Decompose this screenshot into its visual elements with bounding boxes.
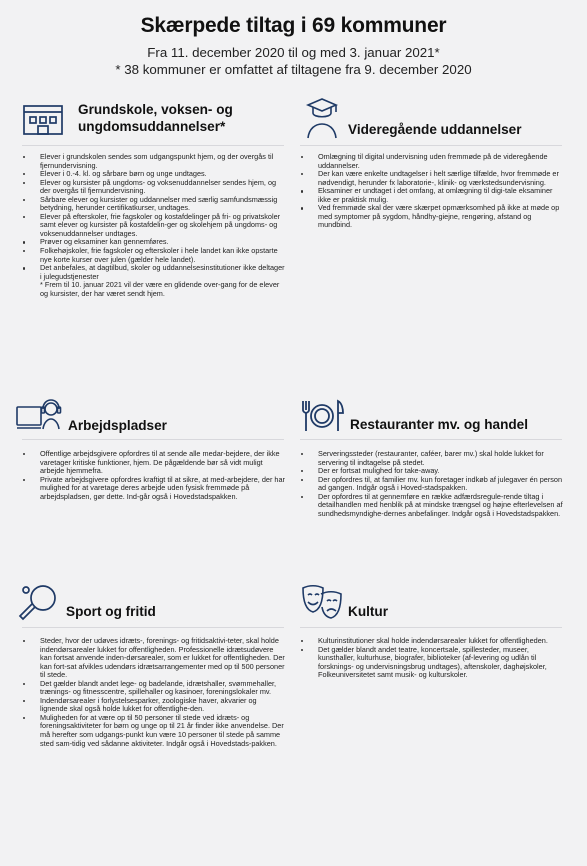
date-range: Fra 11. december 2020 til og med 3. januar 2021* xyxy=(147,45,440,60)
section-title: Videregående uddannelser xyxy=(348,122,522,137)
list-item: Det gælder blandt andet teatre, koncertsale, spillesteder, museer, kunsthaller, kulturhuse, biografer, biblioteker (af-levering og udlån til forsknings- og undervisningsbrug undtages), aftenskoler, daghøjskoler, Folkeuniversitetet samt musik- og kulturskoler. xyxy=(296,646,564,680)
graduate-person-icon xyxy=(300,96,344,140)
sport-list xyxy=(18,637,286,748)
list-item: Der opfordres til at gennemføre en række adfærdsregule-rende tiltag i detailhandlen med henblik på at mindske trængsel og højne efterlevelsen af sundhedsmyndighe-dernes anbefalinger. Indgår også i Hovedstadspakken. xyxy=(296,493,564,519)
section-title: Arbejdspladser xyxy=(68,418,167,433)
kultur-list xyxy=(296,637,564,680)
videregaaende-list xyxy=(296,153,564,230)
theatre-masks-icon xyxy=(300,582,344,626)
list-item: Eksaminer er undtaget i det omfang, at omlægning til digi-tale eksaminer ikke er praktisk mulig. xyxy=(296,187,564,204)
list-item: Private arbejdsgivere opfordres kraftigt til at sikre, at med-arbejdere, der har mulighed for at varetage deres arbejde uden fysisk fremmøde på arbejdspladsen, gør dette. Ind-går også i Hovedstadspakken. xyxy=(18,476,286,502)
list-item: Omlægning til digital undervisning uden fremmøde på de videregående uddannelser. xyxy=(296,153,564,170)
list-item: Elever i 0.-4. kl. og sårbare børn og unge undtages. xyxy=(18,170,286,179)
list-item: Elever på efterskoler, frie fagskoler og kostafdelinger på fri- og privatskoler samt elever og kursister på kostafdelin-ger og skolehjem på ungdoms- og voksenuddannelser undtages. xyxy=(18,213,286,239)
list-item: Steder, hvor der udøves idræts-, forenings- og fritidsaktivi-teter, skal holde indendørsarealer lukket for offentligheden. Professionelle idrætsudøvere kan fortsat anvende inden-dørsarealer, som er lukket for offentligheden. Der kan fort-sat afvikles udendørs idrætsarrangementer med op til 500 personer til stede. xyxy=(18,637,286,680)
list-item: Der kan være enkelte undtagelser i helt særlige tilfælde, hvor fremmøde er nødvendigt, herunder fx laboratorie-, klinik- og værkstedsundervisning. xyxy=(296,170,564,187)
section-divider xyxy=(22,627,284,628)
plate-cutlery-icon xyxy=(300,398,344,442)
list-item: Der er fortsat mulighed for take-away. xyxy=(296,467,564,476)
headset-worker-icon xyxy=(16,395,60,439)
grundskole-list xyxy=(18,153,286,298)
date-footnote: * 38 kommuner er omfattet af tiltagene fra 9. december 2020 xyxy=(115,62,472,77)
section-title: Kultur xyxy=(348,604,389,619)
list-item: Det gælder blandt andet lege- og badelande, idrætshaller, svømmehaller, trænings- og fitnesscentre, spillehaller og kasinoer, foreningslokaler mv. xyxy=(18,680,286,697)
school-building-icon xyxy=(22,98,66,142)
section-title: Restauranter mv. og handel xyxy=(350,417,529,432)
section-title: Sport og fritid xyxy=(66,604,156,619)
list-item: Ved fremmøde skal der være skærpet opmærksomhed på ikke at møde op med symptomer på sygdom, håndhy-giejne, rengøring, afstand og mundbind. xyxy=(296,204,564,230)
section-divider xyxy=(22,439,284,440)
section-title-line1: Grundskole, voksen- og xyxy=(78,102,233,117)
list-item: Serveringssteder (restauranter, caféer, barer mv.) skal holde lukket for servering til indtagelse på stedet. xyxy=(296,450,564,467)
list-item: Elever og kursister på ungdoms- og voksenuddannelser sendes hjem, og der overgås til fjernundervisning. xyxy=(18,179,286,196)
restauranter-list xyxy=(296,450,564,518)
list-item: Muligheden for at være op til 50 personer til stede ved idræts- og foreningsaktiviteter for børn og unge op til 21 år finder ikke anvendelse. Der må herefter som udgangs-punkt kun være 10 personer til stede på samme sted sam-tidig ved sådanne aktiviteter. Indgår også i Hovedstads-pakken. xyxy=(18,714,286,748)
section-divider xyxy=(300,145,562,146)
list-item: Indendørsarealer i forlystelsesparker, zoologiske haver, akvarier og lignende skal også holde lukket for offentlighe-den. xyxy=(18,697,286,714)
list-item: Sårbare elever og kursister og uddannelser med særlig samfundsmæssig betydning, herunder certifikatkurser, undtages. xyxy=(18,196,286,213)
page-title: Skærpede tiltag i 69 kommuner xyxy=(140,14,447,37)
list-item: Det anbefales, at dagtilbud, skoler og uddannelsesinstitutioner ikke deltager i julegudstjenester xyxy=(18,264,286,281)
table-tennis-icon xyxy=(18,582,62,626)
footnote: * Frem til 10. januar 2021 vil der være en glidende over-gang for de elever og kursister, der har været sendt hjem. xyxy=(40,280,280,298)
list-item: Offentlige arbejdsgivere opfordres til at sende alle medar-bejdere, der ikke varetager kritiske funktioner, hjem. De pågældende bør så vidt muligt arbejde hjemmefra. xyxy=(18,450,286,476)
arbejdspladser-list xyxy=(18,450,286,501)
section-title-line2: ungdomsuddannelser* xyxy=(78,119,226,134)
list-item: Kulturinstitutioner skal holde indendørsarealer lukket for offentligheden. xyxy=(296,637,564,646)
list-item: Folkehøjskoler, frie fagskoler og efterskoler i hele landet kan ikke opstarte nye korte kurser over julen (gælder hele landet). xyxy=(18,247,286,264)
list-item: Prøver og eksaminer kan gennemføres. xyxy=(18,238,286,247)
list-item: Elever i grundskolen sendes som udgangspunkt hjem, og der overgås til fjernundervisning. xyxy=(18,153,286,170)
section-divider xyxy=(300,627,562,628)
section-divider xyxy=(22,145,284,146)
list-item: Der opfordres til, at familier mv. kun foretager indkøb af julegaver én person ad gangen. Indgår også i Hoved-stadspakken. xyxy=(296,476,564,493)
page-header xyxy=(0,14,587,78)
section-divider xyxy=(300,439,562,440)
